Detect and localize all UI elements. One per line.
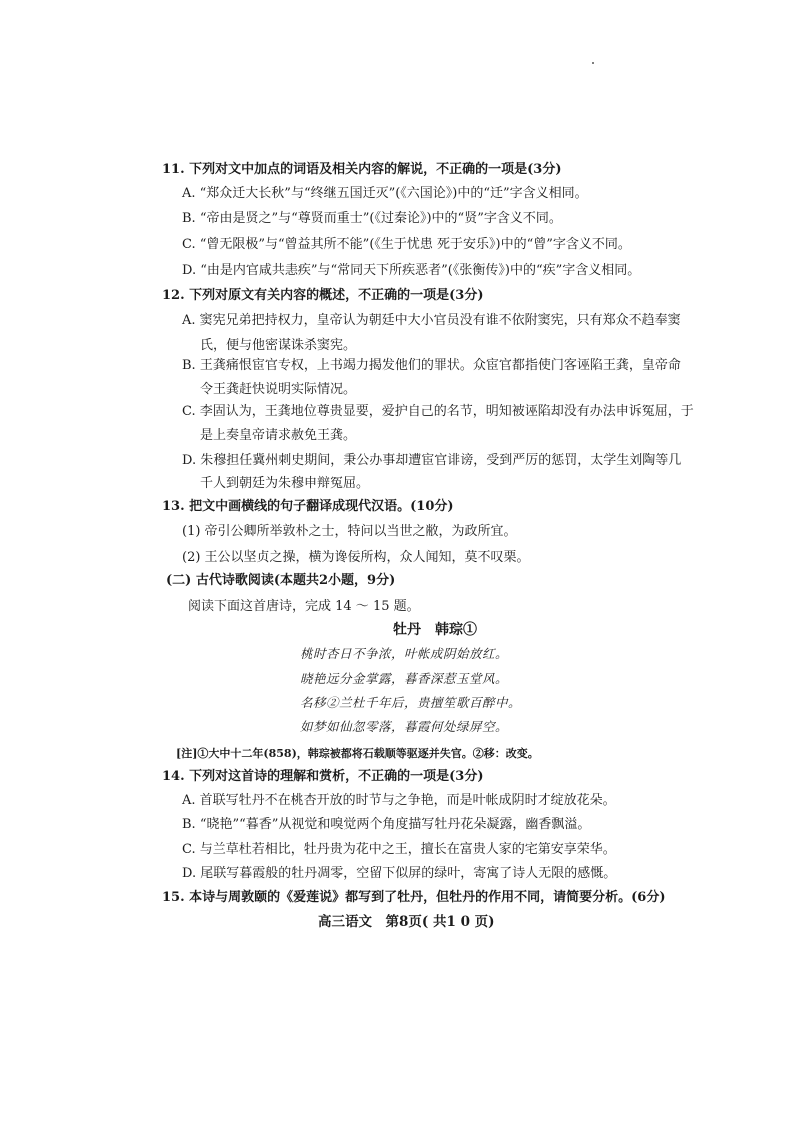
- q12-option-c-cont: 是上奏皇帝请求赦免王龚。: [200, 428, 357, 443]
- q11-stem: 11. 下列对文中加点的词语及相关内容的解说，不正确的一项是(3分): [162, 162, 562, 177]
- q11-option-b: B. “帝由是贤之”与“尊贤而重士”(《过秦论》)中的“贤”字含义不同。: [182, 211, 562, 226]
- poem-note: [注]①大中十二年(858)，韩琮被都将石载顺等驱逐并失官。②移：改变。: [176, 747, 539, 760]
- q12-option-d-cont: 千人到朝廷为朱穆申辩冤屈。: [200, 476, 370, 491]
- poem-line-2: 晓艳远分金掌露，暮香深惹玉堂风。: [300, 671, 509, 686]
- poem-line-4: 如梦如仙忽零落，暮霞何处绿屏空。: [300, 719, 509, 734]
- q13-item-1: (1) 帝引公卿所举敦朴之士，特问以当世之敝，为政所宜。: [182, 524, 517, 539]
- q11-option-a: A. “郑众迁大长秋”与“终继五国迁灭”(《六国论》)中的“迁”字含义相同。: [182, 186, 588, 201]
- q12-option-b-cont: 令王龚赶快说明实际情况。: [200, 382, 357, 397]
- q14-stem: 14. 下列对这首诗的理解和赏析，不正确的一项是(3分): [162, 769, 484, 784]
- q12-option-a-cont: 氏，便与他密谋诛杀窦宪。: [200, 338, 357, 353]
- q12-stem: 12. 下列对原文有关内容的概述，不正确的一项是(3分): [162, 288, 484, 303]
- section-heading: (二) 古代诗歌阅读(本题共2小题，9分): [166, 573, 396, 588]
- q11-option-c: C. “曾无限极”与“曾益其所不能”(《生于忧患 死于安乐》)中的“曾”字含义不同。: [182, 237, 631, 252]
- page-footer: 高三语文 第8页( 共1 0 页): [318, 914, 495, 930]
- q12-option-d: D. 朱穆担任冀州刺史期间，秉公办事却遭宦官诽谤，受到严厉的惩罚，太学生刘陶等几: [182, 453, 682, 468]
- poem-line-3: 名移②兰杜千年后，贵擅笙歌百醉中。: [300, 695, 522, 710]
- q13-stem: 13. 把文中画横线的句子翻译成现代汉语。(10分): [162, 499, 454, 514]
- q15-stem: 15. 本诗与周敦颐的《爱莲说》都写到了牡丹，但牡丹的作用不同，请简要分析。(6分): [162, 890, 666, 905]
- section-intro: 阅读下面这首唐诗，完成 14 ～ 15 题。: [188, 599, 420, 614]
- q14-option-b: B. “晓艳”“暮香”从视觉和嗅觉两个角度描写牡丹花朵凝露，幽香飘溢。: [182, 817, 591, 832]
- q12-option-b: B. 王龚痛恨宦官专权，上书竭力揭发他们的罪状。众宦官都指使门客诬陷王龚，皇帝命: [182, 358, 681, 373]
- poem-line-1: 桃时杏日不争浓，叶帐成阴始放红。: [300, 646, 509, 661]
- poem-title: 牡丹 韩琮①: [393, 622, 477, 638]
- q12-option-c: C. 李固认为，王龚地位尊贵显要，爱护自己的名节，明知被诬陷却没有办法申诉冤屈，于: [182, 404, 694, 419]
- q12-option-a: A. 窦宪兄弟把持权力，皇帝认为朝廷中大小官员没有谁不依附窦宪，只有郑众不趋奉窦: [182, 313, 681, 328]
- q11-option-d: D. “由是内官咸共恚疾”与“常同天下所疾恶者”(《张衡传》)中的“疾”字含义相同。: [182, 263, 641, 278]
- q14-option-c: C. 与兰草杜若相比，牡丹贵为花中之王，擅长在富贵人家的宅第安享荣华。: [182, 842, 616, 857]
- q14-option-a: A. 首联写牡丹不在桃杏开放的时节与之争艳，而是叶帐成阴时才绽放花朵。: [182, 793, 616, 808]
- q13-item-2: (2) 王公以坚贞之操，横为谗佞所构，众人闻知，莫不叹栗。: [182, 550, 530, 565]
- q14-option-d: D. 尾联写暮霞般的牡丹凋零，空留下似屏的绿叶，寄寓了诗人无限的感慨。: [182, 866, 617, 881]
- scan-speck: [592, 62, 594, 64]
